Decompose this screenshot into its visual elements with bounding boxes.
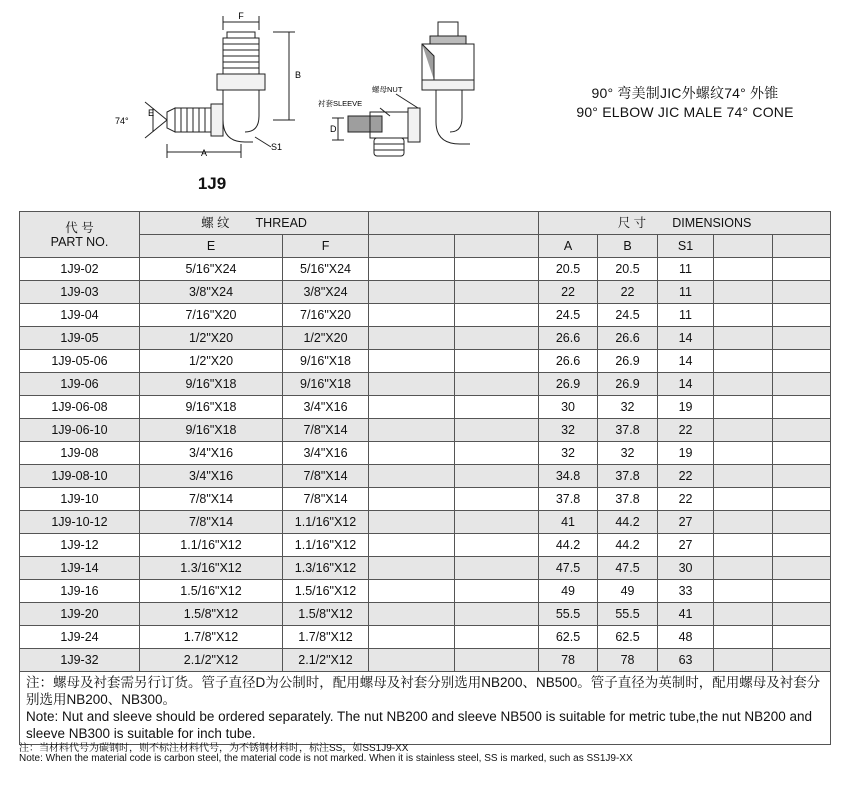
blank-cell [714, 465, 773, 488]
dim-a-cell: 44.2 [539, 534, 598, 557]
table-row [20, 373, 831, 396]
thread-e-cell: 9/16"X18 [140, 396, 283, 419]
table-row [20, 442, 831, 465]
blank-cell [773, 534, 831, 557]
part-no-cell: 1J9-02 [20, 258, 140, 281]
blank-cell [455, 419, 539, 442]
title-chinese: 90° 弯美制JIC外螺纹74° 外锥 [591, 85, 779, 101]
s1-cell: 14 [658, 373, 714, 396]
col-blank-header [369, 235, 455, 258]
thread-f-cell: 1/2"X20 [283, 327, 369, 350]
blank-cell [714, 580, 773, 603]
blank-cell [369, 442, 455, 465]
s1-cell: 11 [658, 258, 714, 281]
blank-cell [369, 534, 455, 557]
part-no-cell: 1J9-08-10 [20, 465, 140, 488]
blank-cell [455, 396, 539, 419]
blank-cell [369, 327, 455, 350]
sleeve-label: 衬套SLEEVE [318, 99, 363, 108]
thread-e-cell: 3/4"X16 [140, 442, 283, 465]
dim-b-cell: 26.6 [598, 327, 658, 350]
dim-a-cell: 41 [539, 511, 598, 534]
blank-cell [773, 603, 831, 626]
dim-b-cell: 37.8 [598, 488, 658, 511]
part-no-cell: 1J9-10-12 [20, 511, 140, 534]
blank-cell [455, 580, 539, 603]
thread-e-cell: 1/2"X20 [140, 350, 283, 373]
dim-b-cell: 44.2 [598, 511, 658, 534]
blank-cell [714, 626, 773, 649]
spec-table [19, 211, 831, 745]
blank-cell [369, 281, 455, 304]
dim-a-cell: 32 [539, 419, 598, 442]
blank-cell [714, 511, 773, 534]
s1-cell: 63 [658, 649, 714, 672]
dim-a-cell: 22 [539, 281, 598, 304]
blank-cell [714, 442, 773, 465]
col-blank-header [714, 235, 773, 258]
blank-cell [369, 626, 455, 649]
dim-b-cell: 78 [598, 649, 658, 672]
blank-cell [455, 557, 539, 580]
material-footnote-en: Note: When the material code is carbon steel, the material code is not marked. When it is stainless steel, SS is marked, such as SS1J9-XX [19, 753, 633, 764]
table-row [20, 304, 831, 327]
blank-cell [369, 419, 455, 442]
table-row [20, 281, 831, 304]
dim-a-cell: 49 [539, 580, 598, 603]
thread-e-cell: 7/8"X14 [140, 511, 283, 534]
dim-b-cell: 32 [598, 442, 658, 465]
part-no-cell: 1J9-06-10 [20, 419, 140, 442]
dim-b-label: B [295, 70, 302, 80]
part-no-cell: 1J9-05 [20, 327, 140, 350]
blank-cell [369, 603, 455, 626]
blank-cell [773, 649, 831, 672]
thread-f-cell: 1.1/16"X12 [283, 534, 369, 557]
s1-cell: 22 [658, 465, 714, 488]
thread-e-cell: 5/16"X24 [140, 258, 283, 281]
dim-b-cell: 47.5 [598, 557, 658, 580]
thread-e-cell: 1.7/8"X12 [140, 626, 283, 649]
table-row [20, 603, 831, 626]
s1-label: S1 [271, 142, 283, 152]
blank-cell [369, 350, 455, 373]
col-s1-header: S1 [658, 235, 714, 258]
thread-f-cell: 9/16"X18 [283, 350, 369, 373]
dim-b-cell: 20.5 [598, 258, 658, 281]
col-f-header: F [283, 235, 369, 258]
s1-cell: 33 [658, 580, 714, 603]
s1-cell: 30 [658, 557, 714, 580]
thread-f-cell: 1.3/16"X12 [283, 557, 369, 580]
thread-f-cell: 7/8"X14 [283, 488, 369, 511]
blank-cell [714, 396, 773, 419]
table-row [20, 465, 831, 488]
title-english: 90° ELBOW JIC MALE 74° CONE [576, 104, 794, 120]
table-row [20, 649, 831, 672]
blank-cell [455, 488, 539, 511]
dim-b-cell: 37.8 [598, 419, 658, 442]
angle-label: 74° [115, 116, 129, 126]
s1-cell: 27 [658, 534, 714, 557]
material-footnote-cn: 注：当材料代号为碳钢时，则不标注材料代号，为不锈钢材料时，标注SS，如SS1J9-XX [19, 743, 409, 754]
blank-cell [773, 557, 831, 580]
thread-f-cell: 3/8"X24 [283, 281, 369, 304]
blank-cell [773, 281, 831, 304]
blank-cell [714, 488, 773, 511]
dim-b-cell: 26.9 [598, 373, 658, 396]
blank-cell [714, 281, 773, 304]
table-row [20, 396, 831, 419]
thread-header: 螺 纹 THREAD [140, 212, 369, 235]
dim-b-cell: 22 [598, 281, 658, 304]
blank-cell [455, 304, 539, 327]
thread-e-cell: 7/16"X20 [140, 304, 283, 327]
table-row [20, 580, 831, 603]
part-no-cell: 1J9-04 [20, 304, 140, 327]
part-no-cell: 1J9-06-08 [20, 396, 140, 419]
order-note: 注：螺母及衬套需另行订货。管子直径D为公制时，配用螺母及衬套分别选用NB200、NB500。管子直径为英制时，配用螺母及衬套分别选用NB200、NB300。 Note: Nut and sleeve should be ordered separately. The nut NB200 and sleeve NB500 is suitable for metric tube,the nut NB200 and sleeve NB300 is suitable for inch tube. [20, 672, 831, 745]
blank-cell [455, 465, 539, 488]
thread-e-cell: 9/16"X18 [140, 373, 283, 396]
dim-a-cell: 20.5 [539, 258, 598, 281]
blank-cell [369, 580, 455, 603]
col-e-header: E [140, 235, 283, 258]
blank-cell [369, 258, 455, 281]
thread-e-cell: 1.5/8"X12 [140, 603, 283, 626]
blank-cell [714, 327, 773, 350]
s1-cell: 14 [658, 327, 714, 350]
blank-cell [369, 396, 455, 419]
dim-b-cell: 26.9 [598, 350, 658, 373]
part-no-cell: 1J9-12 [20, 534, 140, 557]
blank-cell [455, 649, 539, 672]
part-no-cell: 1J9-05-06 [20, 350, 140, 373]
blank-cell [455, 373, 539, 396]
dim-a-cell: 62.5 [539, 626, 598, 649]
s1-cell: 14 [658, 350, 714, 373]
blank-cell [455, 511, 539, 534]
dim-b-cell: 37.8 [598, 465, 658, 488]
blank-cell [455, 534, 539, 557]
dim-a-cell: 32 [539, 442, 598, 465]
thread-f-cell: 1.5/8"X12 [283, 603, 369, 626]
elbow-dimension-drawing [105, 12, 305, 162]
blank-cell [369, 373, 455, 396]
part-no-cell: 1J9-20 [20, 603, 140, 626]
blank-cell [369, 557, 455, 580]
part-no-cell: 1J9-10 [20, 488, 140, 511]
thread-f-cell: 2.1/2"X12 [283, 649, 369, 672]
blank-cell [369, 511, 455, 534]
blank-cell [455, 258, 539, 281]
blank-cell [455, 281, 539, 304]
table-row [20, 511, 831, 534]
blank-cell [714, 373, 773, 396]
dim-a-cell: 55.5 [539, 603, 598, 626]
dim-b-cell: 49 [598, 580, 658, 603]
blank-cell [714, 534, 773, 557]
part-no-cell: 1J9-32 [20, 649, 140, 672]
blank-cell [773, 465, 831, 488]
blank-cell [773, 419, 831, 442]
dim-a-cell: 30 [539, 396, 598, 419]
s1-cell: 11 [658, 304, 714, 327]
table-row [20, 258, 831, 281]
part-no-cell: 1J9-08 [20, 442, 140, 465]
dim-a-cell: 34.8 [539, 465, 598, 488]
blank-cell [773, 373, 831, 396]
col-a-header: A [539, 235, 598, 258]
blank-cell [455, 350, 539, 373]
dim-d-label: D [330, 124, 337, 134]
s1-cell: 22 [658, 419, 714, 442]
part-no-cell: 1J9-16 [20, 580, 140, 603]
s1-cell: 19 [658, 442, 714, 465]
thread-f-cell: 7/16"X20 [283, 304, 369, 327]
dimensions-header: 尺 寸 DIMENSIONS [539, 212, 831, 235]
thread-f-cell: 3/4"X16 [283, 396, 369, 419]
thread-f-cell: 5/16"X24 [283, 258, 369, 281]
dim-e-label: E [148, 108, 155, 118]
blank-cell [773, 304, 831, 327]
dim-b-cell: 62.5 [598, 626, 658, 649]
blank-header [369, 212, 539, 235]
thread-e-cell: 9/16"X18 [140, 419, 283, 442]
dim-a-cell: 78 [539, 649, 598, 672]
blank-cell [773, 626, 831, 649]
part-no-cell: 1J9-24 [20, 626, 140, 649]
thread-f-cell: 7/8"X14 [283, 419, 369, 442]
blank-cell [714, 603, 773, 626]
thread-f-cell: 1.5/16"X12 [283, 580, 369, 603]
part-no-header: 代 号 PART NO. [20, 212, 140, 258]
s1-cell: 27 [658, 511, 714, 534]
dim-a-label: A [201, 148, 208, 158]
blank-cell [369, 465, 455, 488]
blank-cell [369, 304, 455, 327]
dim-a-cell: 26.6 [539, 327, 598, 350]
thread-e-cell: 1/2"X20 [140, 327, 283, 350]
blank-cell [369, 488, 455, 511]
thread-f-cell: 7/8"X14 [283, 465, 369, 488]
blank-cell [773, 258, 831, 281]
dim-a-cell: 24.5 [539, 304, 598, 327]
table-row [20, 557, 831, 580]
thread-f-cell: 1.1/16"X12 [283, 511, 369, 534]
blank-cell [455, 327, 539, 350]
dim-b-cell: 55.5 [598, 603, 658, 626]
dim-a-cell: 37.8 [539, 488, 598, 511]
blank-cell [773, 488, 831, 511]
table-row [20, 626, 831, 649]
blank-cell [714, 258, 773, 281]
s1-cell: 41 [658, 603, 714, 626]
thread-e-cell: 7/8"X14 [140, 488, 283, 511]
s1-cell: 19 [658, 396, 714, 419]
thread-e-cell: 1.1/16"X12 [140, 534, 283, 557]
blank-cell [455, 626, 539, 649]
nut-label: 螺母NUT [372, 85, 403, 94]
dim-a-cell: 26.6 [539, 350, 598, 373]
blank-cell [773, 327, 831, 350]
thread-e-cell: 3/8"X24 [140, 281, 283, 304]
product-code: 1J9 [197, 174, 227, 193]
thread-f-cell: 1.7/8"X12 [283, 626, 369, 649]
thread-e-cell: 2.1/2"X12 [140, 649, 283, 672]
elbow-assembly-drawing [310, 18, 495, 168]
blank-cell [773, 350, 831, 373]
blank-cell [714, 649, 773, 672]
table-row [20, 488, 831, 511]
s1-cell: 11 [658, 281, 714, 304]
thread-e-cell: 1.5/16"X12 [140, 580, 283, 603]
table-row [20, 350, 831, 373]
blank-cell [455, 603, 539, 626]
thread-e-cell: 3/4"X16 [140, 465, 283, 488]
blank-cell [773, 511, 831, 534]
thread-f-cell: 3/4"X16 [283, 442, 369, 465]
table-row [20, 327, 831, 350]
thread-f-cell: 9/16"X18 [283, 373, 369, 396]
blank-cell [773, 396, 831, 419]
table-row [20, 419, 831, 442]
blank-cell [714, 350, 773, 373]
blank-cell [714, 557, 773, 580]
blank-cell [714, 419, 773, 442]
thread-e-cell: 1.3/16"X12 [140, 557, 283, 580]
col-b-header: B [598, 235, 658, 258]
blank-cell [455, 442, 539, 465]
dim-a-cell: 47.5 [539, 557, 598, 580]
col-blank-header [455, 235, 539, 258]
part-no-cell: 1J9-14 [20, 557, 140, 580]
col-blank-header [773, 235, 831, 258]
part-no-cell: 1J9-06 [20, 373, 140, 396]
blank-cell [773, 580, 831, 603]
s1-cell: 22 [658, 488, 714, 511]
part-no-cell: 1J9-03 [20, 281, 140, 304]
blank-cell [773, 442, 831, 465]
dim-b-cell: 44.2 [598, 534, 658, 557]
dim-f-label: F [238, 12, 244, 21]
table-row [20, 534, 831, 557]
s1-cell: 48 [658, 626, 714, 649]
dim-a-cell: 26.9 [539, 373, 598, 396]
dim-b-cell: 32 [598, 396, 658, 419]
blank-cell [714, 304, 773, 327]
dim-b-cell: 24.5 [598, 304, 658, 327]
blank-cell [369, 649, 455, 672]
